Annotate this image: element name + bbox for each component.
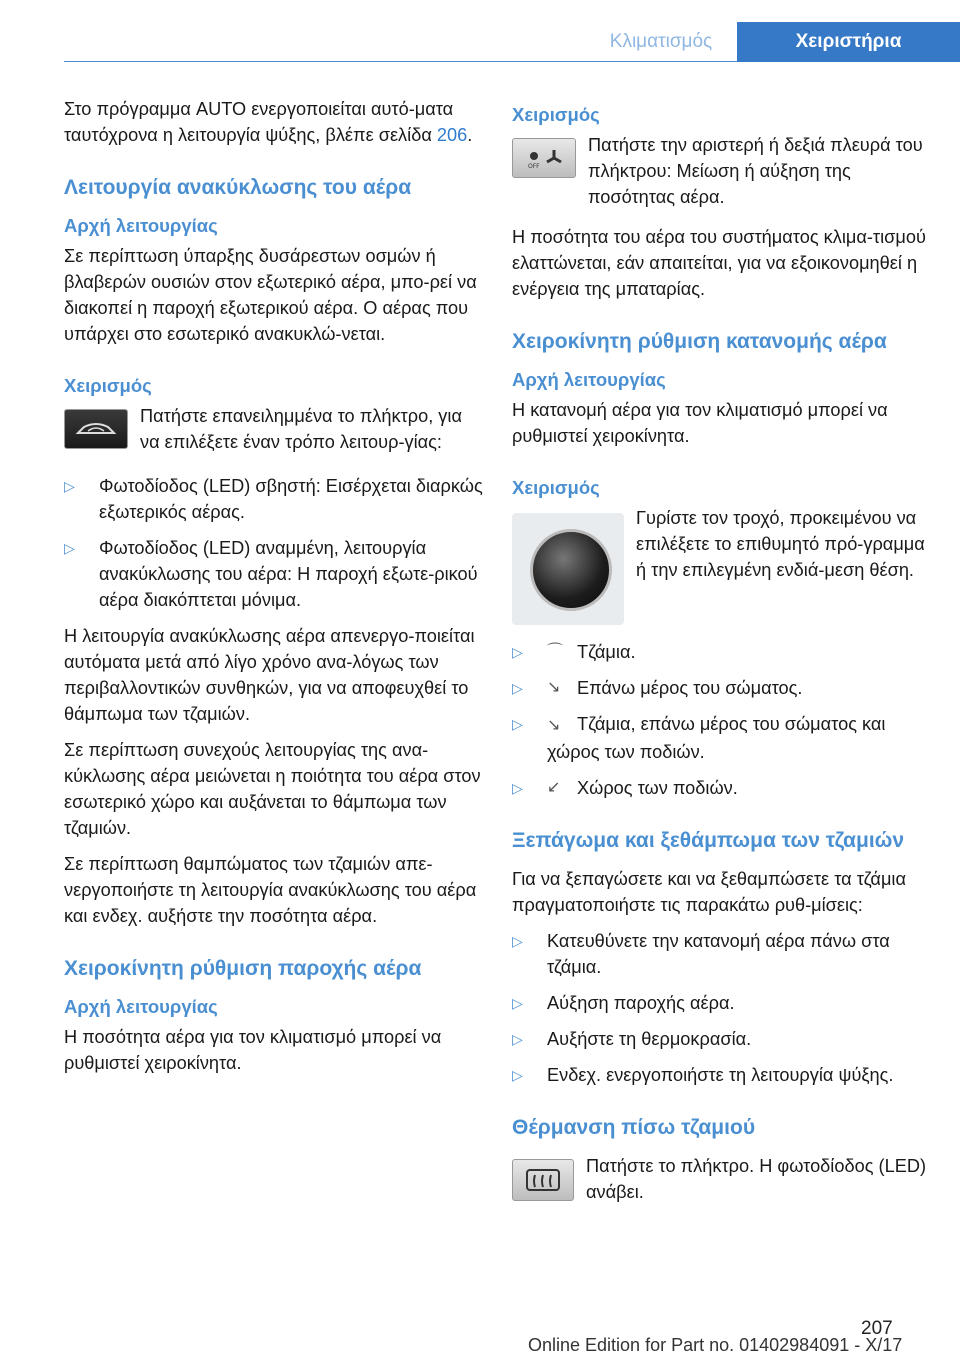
distribution-wheel-image [512, 513, 624, 625]
triangle-bullet-icon: ▷ [64, 478, 75, 494]
list-item: ▷ Αυξήστε τη θερμοκρασία. [512, 1026, 932, 1052]
rear-window-heating-heading: Θέρμανση πίσω τζαμιού [512, 1116, 756, 1139]
windshield-body-feet-icon: ↘ [547, 717, 561, 734]
footwell-icon: ↙ [547, 779, 561, 796]
defrost-heading: Ξεπάγωμα και ξεθάμπωμα των τζαμιών [512, 829, 905, 852]
rear-defrost-instruction: Πατήστε το πλήκτρο. Η φωτοδίοδος (LED) ανάβει. [586, 1156, 927, 1202]
upper-body-icon: ↘ [547, 679, 561, 696]
triangle-bullet-icon: ▷ [512, 995, 523, 1011]
triangle-bullet-icon: ▷ [512, 716, 523, 732]
windshield-icon: ⌒ [547, 643, 564, 660]
triangle-bullet-icon: ▷ [512, 780, 523, 796]
list-item: ▷ Φωτοδίοδος (LED) σβηστή: Εισέρχεται διαρκώς εξωτερικός αέρας. [64, 473, 484, 525]
distribution-options-list [512, 639, 932, 801]
operation-subheading: Χειρισμός [64, 375, 152, 396]
page-number: 207 [861, 1318, 893, 1339]
rear-defrost-button-row [512, 1153, 932, 1205]
list-item: ▷ ⌒ Τζάμια. [512, 639, 932, 665]
recirculation-button-icon [64, 409, 128, 449]
defrost-intro: Για να ξεπαγώσετε και να ξεθαμπώσετε τα τζάμια πραγματοποιήστε τις παρακάτω ρυθ-μίσεις: [512, 869, 906, 915]
defrost-steps-list [512, 928, 932, 1088]
fan-instruction: Πατήστε την αριστερή ή δεξιά πλευρά του πλήκτρου: Μείωση ή αύξηση της ποσότητας αέρα. [588, 135, 923, 207]
triangle-bullet-icon: ▷ [512, 1067, 523, 1083]
svg-text:OFF: OFF [528, 163, 540, 170]
principle-subheading: Αρχή λειτουργίας [64, 996, 218, 1017]
recirculation-heading: Λειτουργία ανακύκλωσης του αέρα [64, 176, 412, 199]
list-item: ▷ Αύξηση παροχής αέρα. [512, 990, 932, 1016]
operation-subheading: Χειρισμός [512, 104, 600, 125]
recirculation-modes-list [64, 473, 484, 613]
left-column [64, 96, 484, 1086]
right-column [512, 96, 932, 1205]
recirculation-principle-text: Σε περίπτωση ύπαρξης δυσάρεστων οσμών ή βλαβερών ουσιών στον εξωτερικό αέρα, μπο-ρεί να διακοπεί η παροχή εξωτερικού αέρα. Ο αέρας που υπάρχει στο εσωτερικό ανακυκλώ-νεται. [64, 246, 477, 344]
operation-subheading: Χειρισμός [512, 477, 600, 498]
recirculation-instruction: Πατήστε επανειλημμένα το πλήκτρο, για να επιλέξετε έναν τρόπο λειτουρ-γίας: [140, 406, 462, 452]
fan-button-row [512, 132, 932, 210]
recirculation-note-2: Σε περίπτωση συνεχούς λειτουργίας της ανα-κύκλωσης αέρα μειώνεται η ποιότητα του αέρα στον εσωτερικό χώρο και αυξάνεται το θάμπωμα των τζαμιών. [64, 740, 481, 838]
distribution-wheel-row [512, 505, 932, 625]
list-item: ▷ Ενδεχ. ενεργοποιήστε τη λειτουργία ψύξης. [512, 1062, 932, 1088]
battery-note: Η ποσότητα του αέρα του συστήματος κλιμα-τισμού ελαττώνεται, εάν απαιτείται, για να εξοικονομηθεί η ενέργεια της μπαταρίας. [512, 227, 926, 299]
airflow-principle-text: Η ποσότητα αέρα για τον κλιματισμό μπορεί να ρυθμιστεί χειροκίνητα. [64, 1027, 442, 1073]
chapter-tab: Χειριστήρια [737, 22, 960, 62]
list-item: ▷ Φωτοδίοδος (LED) αναμμένη, λειτουργία ανακύκλωσης του αέρα: Η παροχή εξωτε-ρικού αέρα διακόπτεται μόνιμα. [64, 535, 484, 613]
distribution-principle-text: Η κατανομή αέρα για τον κλιματισμό μπορεί να ρυθμιστεί χειροκίνητα. [512, 400, 888, 446]
triangle-bullet-icon: ▷ [512, 933, 523, 949]
triangle-bullet-icon: ▷ [512, 644, 523, 660]
list-item: ▷ Κατευθύνετε την κατανομή αέρα πάνω στα τζάμια. [512, 928, 932, 980]
fan-button-icon [512, 138, 576, 178]
principle-subheading: Αρχή λειτουργίας [64, 215, 218, 236]
distribution-heading: Χειροκίνητη ρύθμιση κατανομής αέρα [512, 330, 887, 353]
intro-paragraph: Στο πρόγραμμα AUTO ενεργοποιείται αυτό-ματα ταυτόχρονα η λειτουργία ψύξης, βλέπε σελίδα 206. [64, 99, 473, 145]
page-link[interactable]: 206 [436, 125, 468, 145]
edition-footer: Online Edition for Part no. 01402984091 - X/17 [528, 1335, 903, 1355]
principle-subheading: Αρχή λειτουργίας [512, 369, 666, 390]
triangle-bullet-icon: ▷ [512, 680, 523, 696]
list-item: ▷ ↘ Τζάμια, επάνω μέρος του σώματος και χώρος των ποδιών. [512, 711, 932, 765]
rear-defrost-button-icon [512, 1159, 574, 1201]
list-item: ▷ ↙ Χώρος των ποδιών. [512, 775, 932, 801]
triangle-bullet-icon: ▷ [64, 540, 75, 556]
recirculation-note-1: Η λειτουργία ανακύκλωσης αέρα απενεργο-ποιείται αυτόματα μετά από λίγο χρόνο ανα-λόγως των περιβαλλοντικών συνθηκών, για να αποφευχθεί το θάμπωμα των τζαμιών. [64, 626, 475, 724]
list-item: ▷ ↘ Επάνω μέρος του σώματος. [512, 675, 932, 701]
recirculation-button-row [64, 403, 484, 455]
recirculation-note-3: Σε περίπτωση θαμπώματος των τζαμιών απε-νεργοποιήστε τη λειτουργία ανακύκλωσης του αέρα και ενδεχ. αυξήστε την ποσότητα αέρα. [64, 854, 477, 926]
section-tab: Κλιματισμός [609, 31, 713, 52]
airflow-heading: Χειροκίνητη ρύθμιση παροχής αέρα [64, 957, 422, 980]
distribution-instruction: Γυρίστε τον τροχό, προκειμένου να επιλέξετε το επιθυμητό πρό-γραμμα ή την επιλεγμένη ενδιά-μεση θέση. [636, 508, 925, 580]
triangle-bullet-icon: ▷ [512, 1031, 523, 1047]
